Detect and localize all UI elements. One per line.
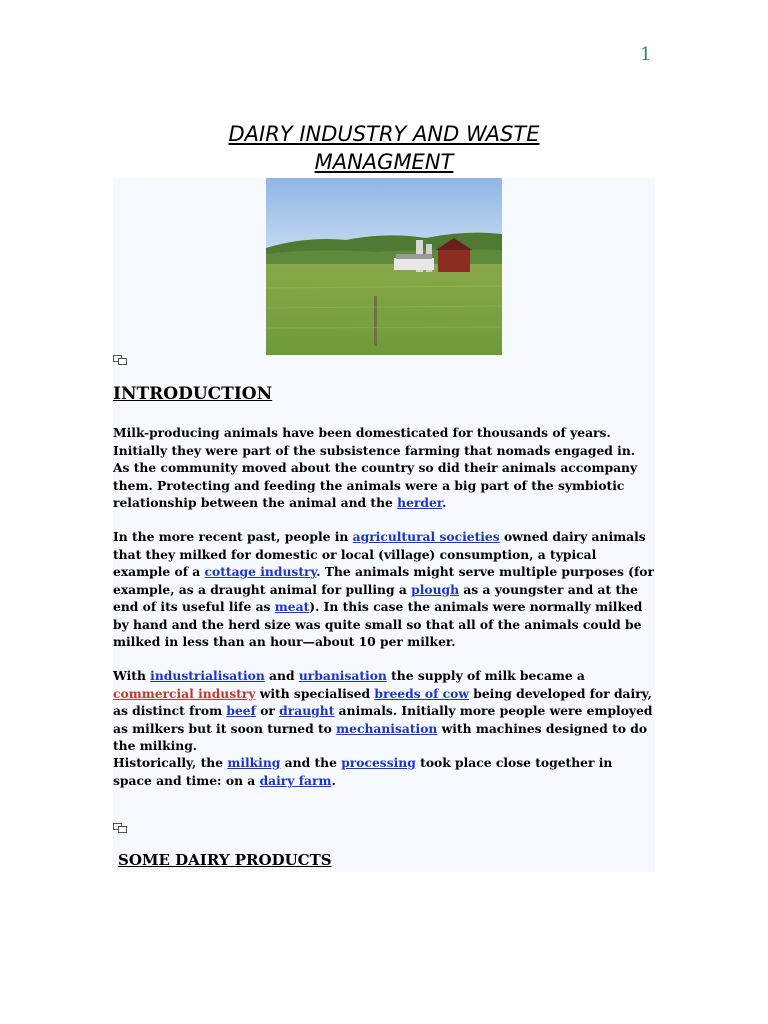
link-cottage-industry[interactable]: cottage industry <box>204 564 317 579</box>
text: with machines designed to do the milking. <box>113 720 648 753</box>
dairy-products-heading: SOME DAIRY PRODUCTS <box>118 851 332 869</box>
text: and the <box>280 755 342 770</box>
text: and <box>264 668 299 683</box>
paragraph-3 <box>113 667 655 755</box>
text: or <box>255 703 280 718</box>
link-herder[interactable]: herder <box>397 495 443 510</box>
text: animals. Initially more people were employed as milkers but it soon turned to <box>113 703 653 736</box>
link-agricultural-societies[interactable]: agricultural societies <box>352 529 500 544</box>
title-line-1: DAIRY INDUSTRY AND WASTE <box>228 122 540 146</box>
link-breeds-of-cow[interactable]: breeds of cow <box>374 685 469 701</box>
text: with specialised <box>255 685 375 701</box>
paragraph-4 <box>113 754 655 789</box>
paragraph-2 <box>113 528 655 651</box>
text: Historically, the <box>113 755 228 770</box>
link-urbanisation[interactable]: urbanisation <box>298 668 387 683</box>
text: . The animals might serve multiple purposes (for example, as a draught animal for pulling a <box>113 564 654 597</box>
link-milking[interactable]: milking <box>227 755 281 770</box>
text: In the more recent past, people in <box>113 529 353 544</box>
farm-photo <box>266 178 502 355</box>
link-commercial-industry[interactable]: commercial industry <box>113 685 256 701</box>
link-draught[interactable]: draught <box>279 703 335 718</box>
text: Milk-producing animals have been domesticated for thousands of years. Initially they were part of the subsistence farming that nomads engaged in. As the community moved about the country so did their animals accompany them. Protecting and feeding the animals were a big part of the symbiotic relationship between the animal and the <box>113 425 638 510</box>
link-meat[interactable]: meat <box>274 599 310 614</box>
document-title <box>113 120 655 176</box>
text: took place close together in space and time: on a <box>113 755 613 788</box>
link-processing[interactable]: processing <box>341 755 416 770</box>
page-number: 1 <box>640 44 652 65</box>
text: the supply of milk became a <box>386 668 585 683</box>
text: being developed for dairy, as distinct from <box>113 685 652 718</box>
link-mechanisation[interactable]: mechanisation <box>336 720 438 736</box>
title-line-2: MANAGMENT <box>314 150 454 174</box>
anchor-icon <box>113 355 127 365</box>
text: as a youngster and at the end of its useful life as <box>113 581 638 614</box>
paragraph-1 <box>113 424 655 512</box>
link-plough[interactable]: plough <box>411 581 460 597</box>
text: owned dairy animals that they milked for domestic or local (village) consumption, a typical example of a <box>113 529 646 579</box>
text: . <box>331 772 336 788</box>
link-dairy-farm[interactable]: dairy farm <box>259 772 332 788</box>
text: With <box>113 668 151 683</box>
text: . <box>442 495 447 510</box>
text: ). In this case the animals were normally milked by hand and the herd size was quite small so that all of the animals could be milked in less than an hour—about 10 per milker. <box>113 599 643 649</box>
link-beef[interactable]: beef <box>226 703 256 718</box>
link-industrialisation[interactable]: industrialisation <box>150 668 265 683</box>
anchor-icon <box>113 823 127 833</box>
introduction-heading: INTRODUCTION <box>113 384 273 404</box>
